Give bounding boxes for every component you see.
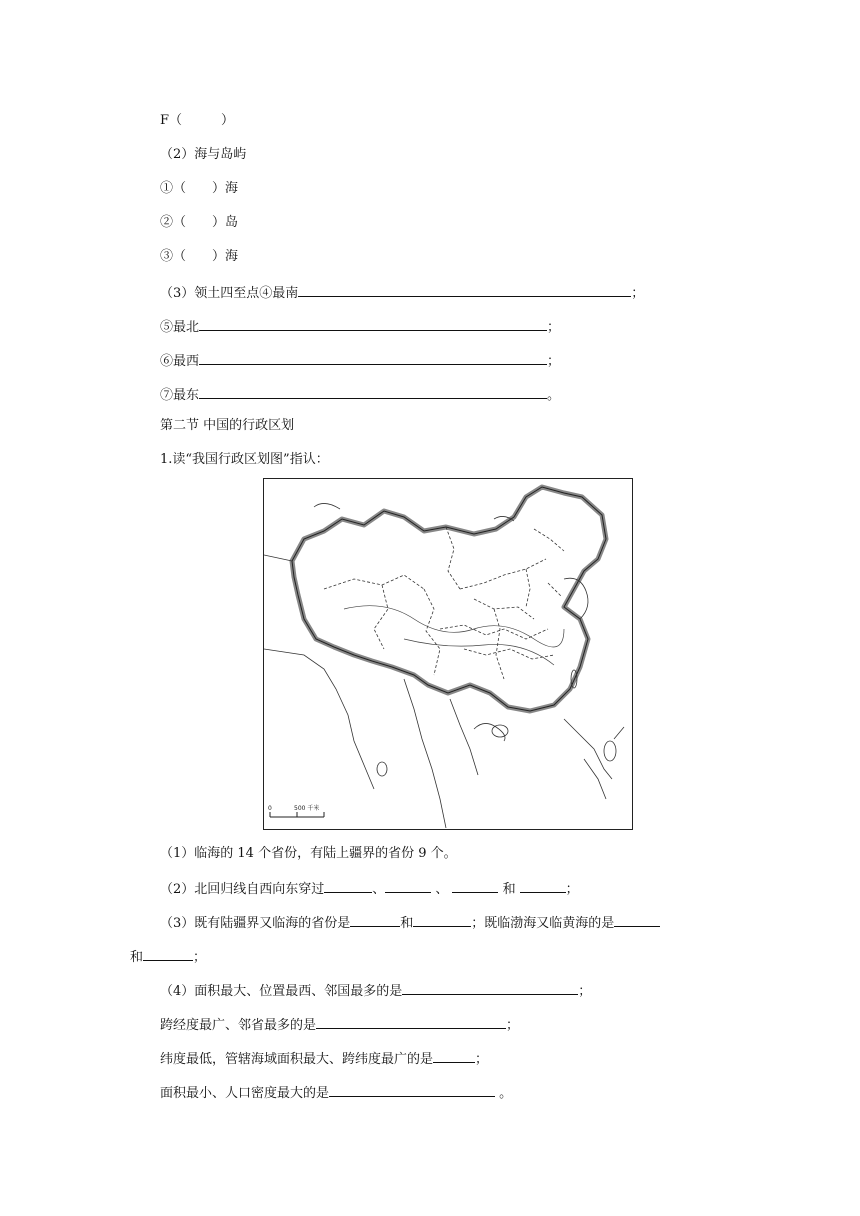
border-coast-blank-1[interactable]	[350, 914, 400, 927]
sea-1: ①（ ）海	[160, 181, 239, 196]
westmost-line	[160, 352, 560, 370]
q1-line: （1）临海的 14 个省份，有陆上疆界的省份 9 个。	[160, 846, 457, 861]
q3-cont-and: 和	[130, 950, 144, 965]
f-item: F（ ）	[160, 113, 235, 128]
scale-label: 500 千米	[294, 805, 320, 812]
island-2: ②（ ）岛	[160, 215, 239, 230]
q3-and: 和	[400, 916, 414, 931]
southmost-blank[interactable]	[298, 284, 631, 297]
q3-southmost-line	[160, 284, 644, 302]
tropic-blank-4[interactable]	[520, 880, 566, 893]
lowest-latitude-blank[interactable]	[433, 1050, 475, 1063]
q3-line	[160, 914, 660, 932]
largest-province-blank[interactable]	[402, 982, 578, 995]
scale-bar	[268, 804, 324, 817]
smallest-province-blank[interactable]	[329, 1084, 495, 1097]
q7-prefix: 面积最小、人口密度最大的是	[160, 1086, 330, 1101]
q2-sep2: 、	[431, 882, 449, 897]
q4-end: ；	[578, 984, 592, 999]
map-drawing	[264, 479, 631, 828]
q3-end: ；	[631, 286, 645, 301]
q2-prefix: （2）北回归线自西向东穿过	[160, 882, 325, 897]
west-end: ；	[547, 354, 561, 369]
tropic-blank-3[interactable]	[452, 880, 498, 893]
q5-end: ；	[506, 1018, 520, 1033]
bohai-yellow-blank-1[interactable]	[614, 914, 660, 927]
sea-3: ③（ ）海	[160, 249, 239, 264]
q5-prefix: 跨经度最广、邻省最多的是	[160, 1018, 317, 1033]
q4-prefix: （4）面积最大、位置最西、邻国最多的是	[160, 984, 403, 999]
section-intro: 1.读“我国行政区划图”指认：	[160, 452, 329, 467]
east-prefix: ⑦最东	[160, 388, 200, 403]
q2-end: ；	[565, 882, 579, 897]
bohai-yellow-blank-2[interactable]	[143, 948, 193, 961]
q3-continuation	[130, 948, 206, 966]
q3-mid: ；既临渤海又临黄海的是	[471, 916, 615, 931]
west-prefix: ⑥最西	[160, 354, 200, 369]
north-end: ；	[547, 320, 561, 335]
q6-prefix: 纬度最低，管辖海域面积最大、跨纬度最广的是	[160, 1052, 434, 1067]
tropic-blank-2[interactable]	[385, 880, 431, 893]
q6-end: ；	[475, 1052, 489, 1067]
q3-prefix-s2: （3）既有陆疆界又临海的省份是	[160, 916, 351, 931]
q7-end: 。	[495, 1086, 513, 1101]
china-admin-map	[263, 478, 633, 830]
tropic-blank-1[interactable]	[324, 880, 372, 893]
q3-prefix: （3）领土四至点④最南	[160, 286, 299, 301]
scale-zero: 0	[268, 805, 272, 812]
eastmost-blank[interactable]	[199, 386, 547, 399]
east-end: 。	[547, 388, 561, 403]
q6-line	[160, 1050, 488, 1068]
border-coast-blank-2[interactable]	[413, 914, 471, 927]
surrounding-coastlines	[264, 503, 624, 828]
q2-line	[160, 880, 579, 898]
eastmost-line	[160, 386, 560, 404]
q7-line	[160, 1084, 512, 1102]
northmost-line	[160, 318, 560, 336]
islands	[377, 670, 616, 776]
q2-sep1: 、	[372, 882, 386, 897]
north-prefix: ⑤最北	[160, 320, 200, 335]
westmost-blank[interactable]	[199, 352, 547, 365]
northmost-blank[interactable]	[199, 318, 547, 331]
q2-title: （2）海与岛屿	[160, 147, 247, 162]
section-title: 第二节 中国的行政区划	[160, 418, 295, 433]
q3-end-s2: ；	[193, 950, 207, 965]
q4-line	[160, 982, 591, 1000]
q5-line	[160, 1016, 519, 1034]
q2-and: 和	[498, 882, 516, 897]
widest-longitude-blank[interactable]	[316, 1016, 506, 1029]
